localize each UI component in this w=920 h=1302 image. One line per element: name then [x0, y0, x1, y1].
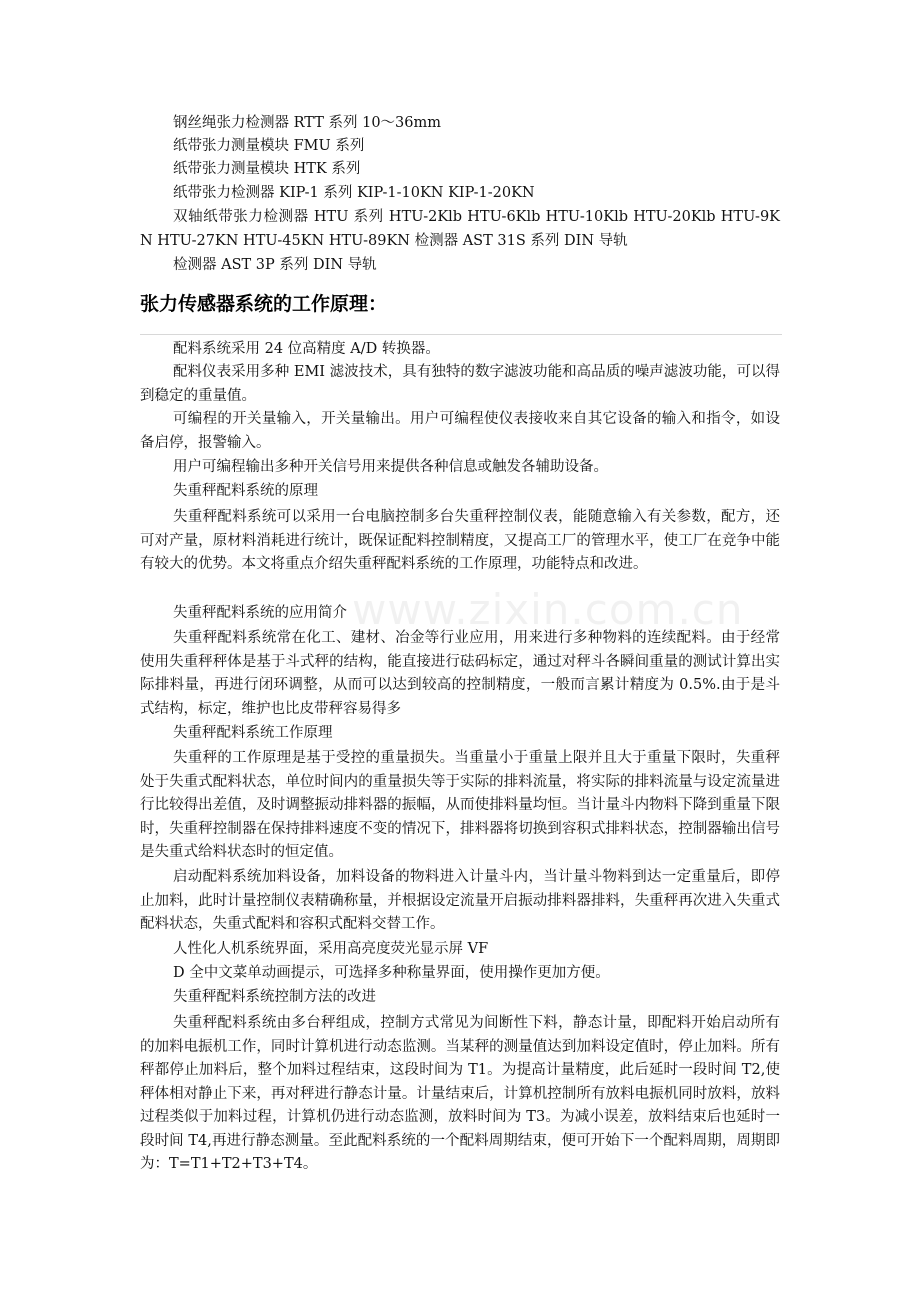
- watermark: www.zixin.com.cn: [352, 585, 744, 634]
- paragraph: 失重秤配料系统可以采用一台电脑控制多台失重秤控制仪表，能随意输入有关参数，配方，还可对产量，原材料消耗进行统计，既保证配料控制精度，又提高工厂的管理水平，使工厂在竞争中能有较大的优势。本文将重点介绍失重秤配料系统的工作原理，功能特点和改进。: [140, 509, 780, 572]
- paragraph: 失重秤配料系统由多台秤组成，控制方式常见为间断性下料，静态计量，即配料开始启动所有的加料电振机工作，同时计算机进行动态监测。当某秤的测量值达到加料设定值时，停止加料。所有秤都停止加料后，整个加料过程结束，这段时间为 T1。为提高计量精度，此后延时一段时间 T2,使秤体相对静止下来，再对秤进行静态计量。计量结束后，计算机控制所有放料电振机同时放料，放料过程类似于加料过程，计算机仍进行动态监测，放料时间为 T3。为减小误差，放料结束后也延时一段时间 T4,再进行静态测量。至此配料系统的一个配料周期结束，便可开始下一个配料周期，周期即为：T=T1+T2+T3+T4。: [140, 1015, 780, 1172]
- heading-divider: [140, 334, 782, 335]
- paragraph: 用户可编程输出多种开关信号用来提供各种信息或触发各辅助设备。: [173, 459, 608, 475]
- subheading: 失重秤配料系统工作原理: [173, 725, 333, 741]
- subheading: 失重秤配料系统的应用简介: [173, 605, 347, 621]
- product-line: 双轴纸带张力检测器 HTU 系列 HTU-2Klb HTU-6Klb HTU-10Klb HTU-20Klb HTU-9KN HTU-27KN HTU-45KN HTU-89KN 检测器 AST 31S 系列 DIN 导轨: [140, 209, 780, 249]
- paragraph: 启动配料系统加料设备，加料设备的物料进入计量斗内，当计量斗物料到达一定重量后，即停止加料，此时计量控制仪表精确称量，并根据设定流量开启振动排料器排料，失重秤再次进入失重式配料状态，失重式配料和容积式配料交替工作。: [140, 869, 780, 932]
- paragraph: 可编程的开关量输入，开关量输出。用户可编程使仪表接收来自其它设备的输入和指令，如设备启停，报警输入。: [140, 411, 780, 451]
- product-line: 钢丝绳张力检测器 RTT 系列 10～36mm: [173, 115, 442, 131]
- product-line: 纸带张力检测器 KIP-1 系列 KIP-1-10KN KIP-1-20KN: [173, 185, 535, 201]
- product-line: 检测器 AST 3P 系列 DIN 导轨: [173, 257, 377, 273]
- paragraph: 人性化人机系统界面，采用高亮度荧光显示屏 VF: [173, 941, 489, 957]
- paragraph: 失重秤的工作原理是基于受控的重量损失。当重量小于重量上限并且大于重量下限时，失重秤处于失重式配料状态，单位时间内的重量损失等于实际的排料流量，将实际的排料流量与设定流量进行比较得出差值，及时调整振动排料器的振幅，从而使排料量均恒。当计量斗内物料下降到重量下限时，失重秤控制器在保持排料速度不变的情况下，排料器将切换到容积式排料状态，控制器输出信号是失重式给料状态时的恒定值。: [140, 750, 780, 860]
- section-heading: 张力传感器系统的工作原理：: [140, 293, 388, 315]
- subheading: 失重秤配料系统控制方法的改进: [173, 989, 376, 1005]
- paragraph: D 全中文菜单动画提示，可选择多种称量界面，使用操作更加方便。: [173, 965, 610, 981]
- product-line: 纸带张力测量模块 FMU 系列: [173, 138, 365, 154]
- product-line: 纸带张力测量模块 HTK 系列: [173, 161, 361, 177]
- paragraph: 配料系统采用 24 位高精度 A/D 转换器。: [173, 341, 440, 357]
- paragraph: 配料仪表采用多种 EMI 滤波技术，具有独特的数字滤波功能和高品质的噪声滤波功能，可以得到稳定的重量值。: [140, 364, 780, 404]
- subheading: 失重秤配料系统的原理: [173, 483, 318, 499]
- paragraph: 失重秤配料系统常在化工、建材、冶金等行业应用，用来进行多种物料的连续配料。由于经常使用失重秤秤体是基于斗式秤的结构，能直接进行砝码标定，通过对秤斗各瞬间重量的测试计算出实际排料量，再进行闭环调整，从而可以达到较高的控制精度，一般而言累计精度为 0.5%.由于是斗式结构，标定，维护也比皮带秤容易得多: [140, 630, 780, 717]
